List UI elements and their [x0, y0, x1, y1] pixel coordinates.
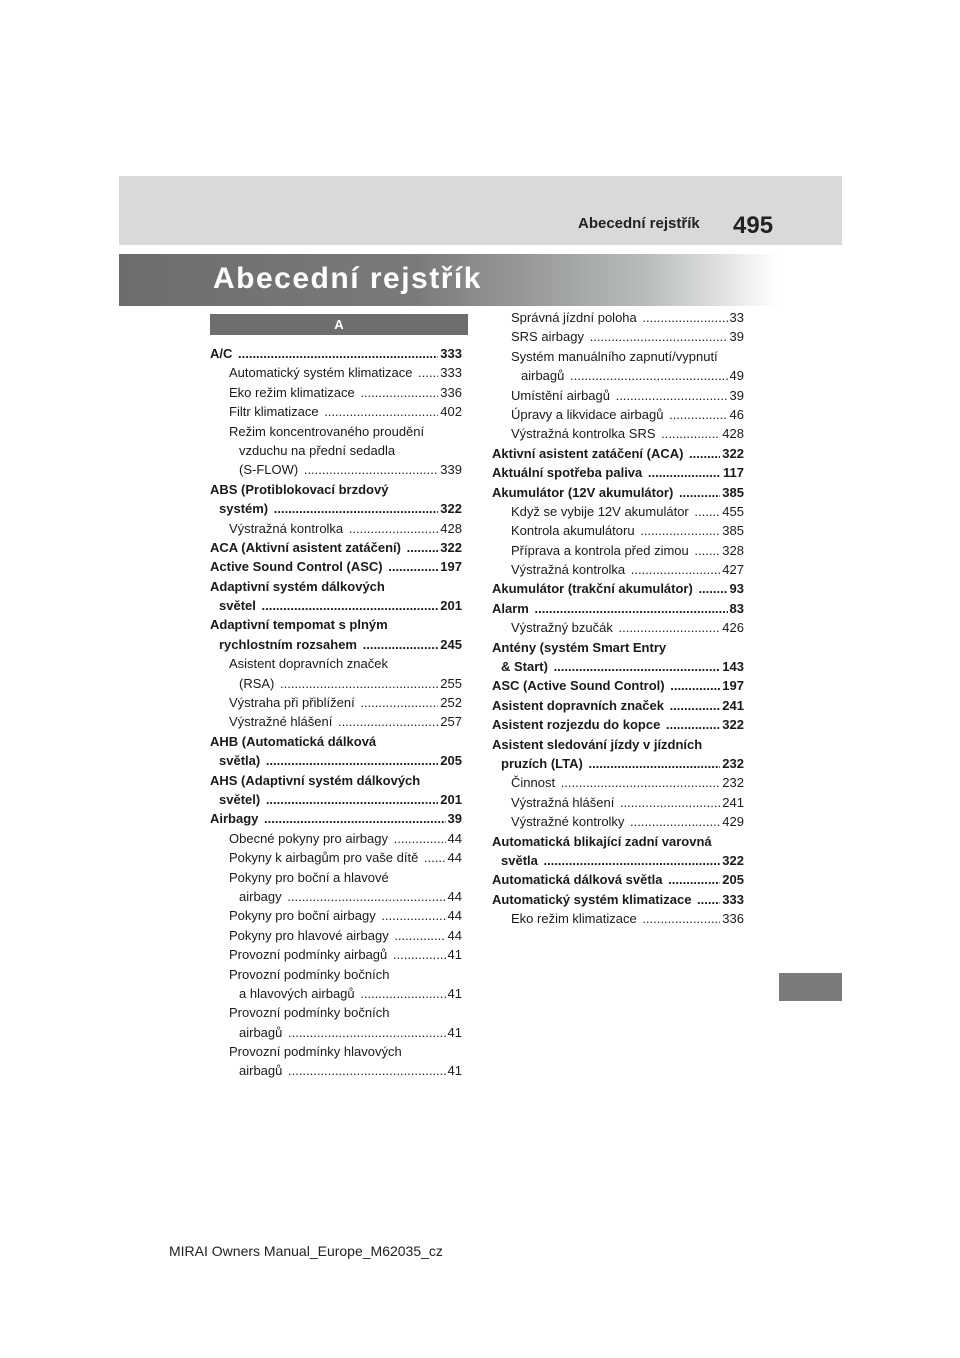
index-entry-page: 257 [438, 712, 462, 731]
index-entry [210, 538, 462, 557]
index-entry-text: airbagy [239, 888, 282, 904]
index-entry-text: A/C [210, 346, 233, 361]
index-entry [210, 480, 462, 499]
index-entry-text: ACA (Aktivní asistent zatáčení) [210, 539, 401, 555]
index-entry [492, 676, 744, 695]
header-section-title: Abecední rejstřík [578, 215, 700, 232]
index-entry-page: 33 [728, 308, 744, 327]
index-entry-text: airbagů [521, 368, 565, 384]
index-entry-page: 333 [720, 890, 744, 909]
index-entry-text: světla) [219, 753, 261, 769]
index-entry-page: 385 [720, 483, 744, 502]
index-entry [210, 887, 462, 906]
index-entry-text: (RSA) [239, 675, 275, 691]
index-entry [492, 560, 744, 579]
index-entry [210, 712, 462, 731]
index-entry [492, 386, 744, 405]
index-entry [492, 715, 744, 734]
index-entry [492, 347, 744, 366]
index-entry [210, 557, 462, 576]
index-entry-page: 428 [438, 519, 462, 538]
index-entry [210, 674, 462, 693]
index-entry-text: Provozní podmínky hlavových [229, 1044, 402, 1060]
index-entry-text: světel [219, 598, 256, 614]
index-entry [492, 870, 744, 889]
index-entry [492, 773, 744, 792]
index-entry [492, 327, 744, 346]
index-entry-text: Adaptivní systém dálkových [210, 578, 385, 594]
index-entry [210, 422, 462, 441]
index-entry-text: Automatický systém klimatizace [229, 365, 413, 381]
index-entry-text: (S-FLOW) [239, 462, 299, 478]
index-entry-page: 322 [438, 499, 462, 518]
index-entry-text: Činnost [511, 775, 556, 791]
index-entry [492, 541, 744, 560]
index-entry [492, 521, 744, 540]
index-entry-text: airbagů [239, 1063, 283, 1079]
index-entry [210, 1061, 462, 1080]
index-entry-page: 201 [438, 790, 462, 809]
index-entry-page: 83 [728, 599, 744, 618]
index-entry-text: Provozní podmínky bočních [229, 966, 390, 982]
index-entry [210, 926, 462, 945]
index-entry [210, 732, 462, 751]
index-entry-page: 197 [720, 676, 744, 695]
index-entry-text: Asistent dopravních značek [492, 697, 664, 713]
index-entry-page: 93 [728, 579, 744, 598]
index-entry [210, 596, 462, 615]
index-entry-text: pruzích (LTA) [501, 755, 583, 771]
index-entry [492, 909, 744, 928]
index-entry-text: Správná jízdní poloha [511, 310, 637, 325]
index-entry [210, 499, 462, 518]
index-entry-page: 143 [720, 657, 744, 676]
index-entry-page: 429 [720, 812, 744, 831]
index-column-right [492, 308, 744, 929]
index-entry-page: 241 [720, 696, 744, 715]
index-entry-page: 49 [728, 366, 744, 385]
index-entry-text: Asistent dopravních značek [229, 656, 388, 672]
index-entry [210, 615, 462, 634]
index-entry [492, 424, 744, 443]
index-entry-page: 333 [438, 363, 462, 382]
index-entry-page: 322 [438, 538, 462, 557]
index-entry-page: 339 [438, 460, 462, 479]
index-entry [492, 405, 744, 424]
index-entry [210, 654, 462, 673]
index-entry-text: Aktuální spotřeba paliva [492, 465, 643, 481]
index-entry [492, 812, 744, 831]
index-entry-page: 205 [720, 870, 744, 889]
index-entry-text: rychlostním rozsahem [219, 636, 357, 652]
index-entry [210, 441, 462, 460]
index-entry-text: Pokyny pro hlavové airbagy [229, 927, 389, 943]
index-entry-page: 39 [728, 327, 744, 346]
index-entry [492, 735, 744, 754]
index-entry [210, 402, 462, 421]
index-entry-text: vzduchu na přední sedadla [239, 442, 396, 458]
index-entry-text: Příprava a kontrola před zimou [511, 542, 689, 558]
index-entry-page: 44 [446, 829, 462, 848]
index-entry [210, 751, 462, 770]
index-entry [492, 832, 744, 851]
index-entry-text: ABS (Protiblokovací brzdový [210, 481, 389, 497]
index-entry-text: Eko režim klimatizace [511, 911, 637, 927]
index-entry [492, 890, 744, 909]
index-entry-page: 205 [438, 751, 462, 770]
index-entry-page: 455 [720, 502, 744, 521]
index-entry-page: 426 [720, 618, 744, 637]
index-entry-page: 41 [446, 945, 462, 964]
index-entry [492, 502, 744, 521]
index-entry [210, 460, 462, 479]
index-entry [210, 635, 462, 654]
index-entry [210, 1003, 462, 1022]
index-entry-page: 39 [446, 809, 462, 828]
index-entry-page: 336 [438, 383, 462, 402]
index-entry [492, 851, 744, 870]
index-entry [210, 829, 462, 848]
index-entry [210, 344, 462, 363]
index-entry-text: Akumulátor (12V akumulátor) [492, 484, 674, 500]
index-entry-text: Automatická dálková světla [492, 872, 663, 888]
index-entry-page: 255 [438, 674, 462, 693]
index-entry [210, 868, 462, 887]
index-entry-page: 427 [720, 560, 744, 579]
index-entry-page: 333 [438, 344, 462, 363]
index-entry [492, 638, 744, 657]
index-entry [492, 618, 744, 637]
index-entry-text: Aktivní asistent zatáčení (ACA) [492, 445, 684, 461]
index-entry-page: 117 [721, 463, 744, 482]
index-entry-text: Alarm [492, 600, 529, 616]
index-entry [492, 657, 744, 676]
index-entry-page: 41 [446, 1023, 462, 1042]
index-entry-page: 322 [720, 444, 744, 463]
index-entry [210, 383, 462, 402]
index-entry [210, 809, 462, 828]
index-entry-page: 44 [446, 887, 462, 906]
index-entry-text: AHS (Adaptivní systém dálkových [210, 772, 421, 788]
index-entry-text: Výstražná kontrolka SRS [511, 426, 656, 442]
index-entry-page: 322 [720, 715, 744, 734]
index-entry-text: Pokyny pro boční a hlavové [229, 869, 389, 885]
index-entry-text: Výstražná hlášení [511, 794, 615, 810]
index-entry-page: 41 [446, 984, 462, 1003]
index-entry-text: Systém manuálního zapnutí/vypnutí [511, 348, 718, 364]
index-entry-page: 39 [728, 386, 744, 405]
index-entry-text: Režim koncentrovaného proudění [229, 423, 425, 439]
index-entry-page: 402 [438, 402, 462, 421]
index-entry [210, 771, 462, 790]
index-entry-text: Asistent sledování jízdy v jízdních [492, 736, 703, 752]
index-entry-page: 252 [438, 693, 462, 712]
index-entry-text: Když se vybije 12V akumulátor [511, 503, 689, 519]
index-entry-text: Pokyny k airbagům pro vaše dítě [229, 850, 419, 866]
index-entry-text: AHB (Automatická dálková [210, 733, 377, 749]
index-entry-text: Provozní podmínky airbagů [229, 947, 388, 963]
index-entry [492, 754, 744, 773]
index-entry-text: Filtr klimatizace [229, 404, 319, 420]
index-entry-text: Automatická blikající zadní varovná [492, 833, 712, 849]
index-entry-page: 336 [720, 909, 744, 928]
index-entry [210, 984, 462, 1003]
index-entry-text: systém) [219, 501, 269, 517]
index-entry-text: Výstražná kontrolka [511, 562, 626, 578]
index-entry-text: světla [501, 852, 538, 868]
index-entry-text: Obecné pokyny pro airbagy [229, 830, 388, 846]
index-entry [210, 906, 462, 925]
page-number: 495 [733, 212, 774, 239]
index-entry-text: Airbagy [210, 811, 259, 827]
index-entry-text: Výstražný bzučák [511, 620, 613, 636]
index-column-left [210, 344, 462, 1081]
chapter-tab [779, 973, 842, 1001]
index-entry [492, 308, 744, 327]
index-entry [210, 693, 462, 712]
index-entry-page: 245 [438, 635, 462, 654]
index-entry [492, 483, 744, 502]
index-entry-text: Automatický systém klimatizace [492, 891, 692, 907]
index-entry-page: 41 [446, 1061, 462, 1080]
index-entry [210, 945, 462, 964]
index-entry-page: 201 [438, 596, 462, 615]
index-entry-text: Eko režim klimatizace [229, 384, 355, 400]
index-entry-page: 322 [720, 851, 744, 870]
footer-text: MIRAI Owners Manual_Europe_M62035_cz [169, 1243, 443, 1259]
index-entry-text: Výstražné hlášení [229, 714, 333, 730]
index-entry-text: Pokyny pro boční airbagy [229, 908, 376, 924]
index-entry-page: 241 [720, 793, 744, 812]
index-entry [492, 463, 744, 482]
index-entry [492, 696, 744, 715]
index-entry [210, 363, 462, 382]
index-entry-text: Antény (systém Smart Entry [492, 639, 667, 655]
index-entry [210, 1023, 462, 1042]
index-entry-text: Výstraha při přiblížení [229, 695, 355, 711]
index-entry-text: Asistent rozjezdu do kopce [492, 717, 661, 733]
index-entry-text: Výstražná kontrolka [229, 520, 344, 536]
index-entry-page: 428 [720, 424, 744, 443]
index-entry-page: 197 [438, 557, 462, 576]
index-entry [210, 790, 462, 809]
index-letter-header: A [210, 314, 468, 335]
index-entry [210, 1042, 462, 1061]
index-entry [210, 577, 462, 596]
index-entry-page: 44 [446, 906, 462, 925]
index-entry-page: 44 [446, 848, 462, 867]
index-entry-text: Výstražné kontrolky [511, 814, 625, 830]
index-entry-page: 44 [446, 926, 462, 945]
index-entry [492, 599, 744, 618]
index-entry-text: airbagů [239, 1024, 283, 1040]
index-entry-text: Provozní podmínky bočních [229, 1005, 390, 1021]
index-entry-text: Active Sound Control (ASC) [210, 559, 383, 575]
index-entry-text: Akumulátor (trakční akumulátor) [492, 581, 693, 597]
index-entry [210, 519, 462, 538]
index-entry [492, 366, 744, 385]
index-entry [492, 793, 744, 812]
index-entry-text: a hlavových airbagů [239, 985, 355, 1001]
index-entry [210, 848, 462, 867]
index-entry-page: 328 [720, 541, 744, 560]
index-entry [492, 579, 744, 598]
index-entry-text: Adaptivní tempomat s plným [210, 617, 388, 633]
index-entry-text: Úpravy a likvidace airbagů [511, 406, 664, 422]
index-entry-text: světel) [219, 791, 261, 807]
index-entry-page: 46 [728, 405, 744, 424]
index-entry-text: Umístění airbagů [511, 387, 610, 403]
index-entry-page: 385 [720, 521, 744, 540]
index-entry-text: ASC (Active Sound Control) [492, 678, 665, 694]
index-entry-text: SRS airbagy [511, 329, 584, 345]
index-entry-text: Kontrola akumulátoru [511, 523, 635, 539]
index-entry [210, 965, 462, 984]
index-entry-text: & Start) [501, 659, 548, 675]
index-entry-page: 232 [720, 773, 744, 792]
index-entry-page: 232 [720, 754, 744, 773]
page-title: Abecední rejstřík [213, 262, 482, 295]
index-entry [492, 444, 744, 463]
